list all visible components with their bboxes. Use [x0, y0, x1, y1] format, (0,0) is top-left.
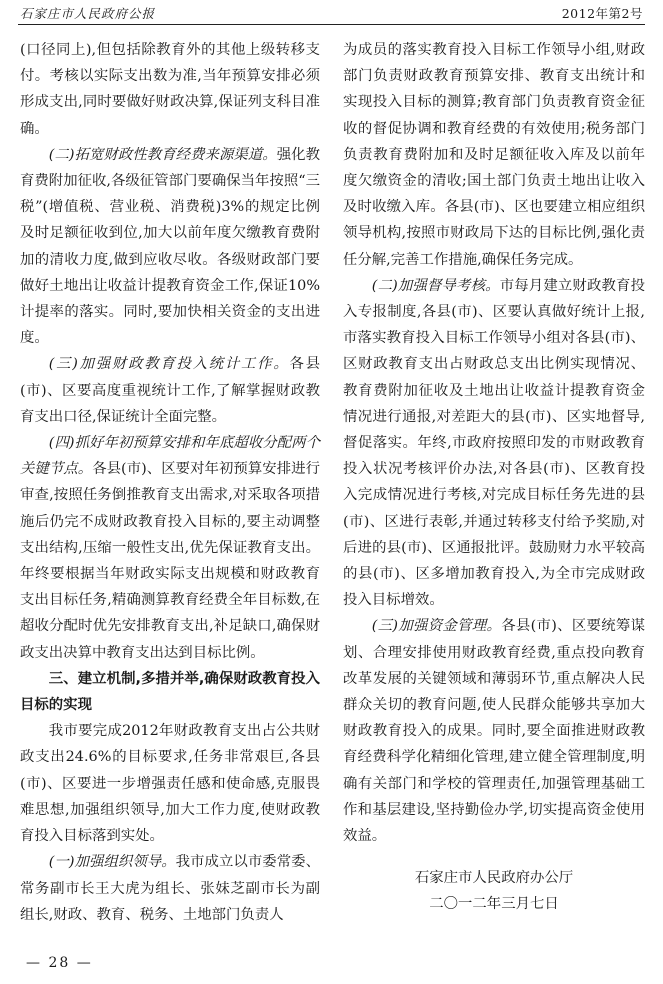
paragraph-text: 我市成立以市委常委、常务副市长王大虎为组长、张妹芝副市长为副组长,财政、教育、税务、土地部门负责人 [20, 854, 320, 923]
paragraph-text: 各县(市)、区要统筹谋划、合理安排使用财政教育经费,重点投向教育改革发展的关键领域和薄弱环节,重点解决人民群众关切的教育问题,使人民群众能够共享加大财政教育投入的成果。同时,要全面推进财政教育经费科学化精细化管理,建立健全管理制度,明确有关部门和学校的管理责任,加强管理基础工作和基层建设,坚持勤俭办学,切实提高资金使用效益。 [343, 618, 645, 845]
paragraph [343, 273, 645, 614]
journal-title: 石家庄市人民政府公报 [20, 6, 156, 21]
right-column [343, 37, 645, 917]
paragraph [20, 718, 320, 849]
subsection-lead: (一)加强组织领导。 [48, 854, 176, 871]
paragraph [20, 430, 320, 666]
paragraph [20, 37, 320, 142]
paragraph [20, 849, 320, 928]
section-heading: 三、建立机制,多措并举,确保财政教育投入目标的实现 [20, 670, 320, 714]
subsection-lead: (三)加强资金管理。 [371, 618, 502, 635]
right-column-body [343, 37, 645, 849]
left-column [20, 37, 320, 928]
page-header [18, 4, 645, 25]
paragraph-text: 为成员的落实教育投入目标工作领导小组,财政部门负责财政教育预算安排、教育支出统计和实现投入目标的测算;教育部门负责教育资金征收的督促协调和教育经费的有效使用;税务部门负责教育费附加和及时足额征收入库及以前年度欠缴资金的清收;国土部门负责土地出让收入及时收缴入库。各县(市)、区也要建立相应组织领导机构,按照市财政局下达的目标比例,强化责任分解,完善工作措施,确保任务完成。 [343, 42, 645, 268]
subsection-lead: (二)拓宽财政性教育经费来源渠道。 [48, 146, 277, 163]
paragraph [20, 142, 320, 352]
issue-number: 2012年第2号 [561, 6, 643, 21]
signature-block [343, 865, 645, 917]
paragraph-text: 我市要完成2012年财政教育支出占公共财政支出24.6%的目标要求,任务非常艰巨,各县(市)、区要进一步增强责任感和使命感,克服畏难思想,加强组织领导,加大工作力度,使财政教育投入目标落到实处。 [20, 723, 320, 845]
paragraph-text: 强化教育费附加征收,各级征管部门要确保当年按照“三税”(增值税、营业税、消费税)3%的规定比例及时足额征收到位,加大以前年度欠缴教育费附加的清收力度,做到应收尽收。各级财政部门要做好土地出让收益计提教育资金工作,保证10%计提率的落实。同时,要加快相关资金的支出进度。 [20, 146, 320, 347]
subsection-lead: (四)抓好年初预算安排和年底超收分配两个关键节点。 [20, 435, 320, 478]
paragraph [343, 37, 645, 273]
subsection-lead: (二)加强督导考核。 [371, 277, 500, 294]
paragraph [343, 613, 645, 849]
signature-org: 石家庄市人民政府办公厅 [414, 870, 574, 887]
page-number: — 28 — [26, 955, 93, 971]
paragraph-text: 市每月建立财政教育投入专报制度,各县(市)、区要认真做好统计上报,市落实教育投入目标工作领导小组对各县(市)、区财政教育支出占财政总支出比例实现情况、教育费附加征收及土地出让收益计提教育资金情况进行通报,对差距大的县(市)、区实地督导,督促落实。年终,市政府按照印发的市财政教育投入状况考核评价办法,对各县(市)、区教育投入完成情况进行考核,对完成目标任务先进的县(市)、区进行表彰,并通过转移支付给予奖励,对后进的县(市)、区通报批评。鼓励财力水平较高的县(市)、区多增加教育投入,为全市完成财政投入目标增效。 [343, 277, 645, 609]
signature-date: 二〇一二年三月七日 [429, 896, 559, 913]
paragraph-text: 各县(市)、区要对年初预算安排进行审查,按照任务倒推教育支出需求,对采取各项措施后仍完不成财政教育投入目标的,要主动调整支出结构,压缩一般性支出,优先保证教育支出。年终要根据当年财政实际支出规模和财政教育支出目标任务,精确测算教育经费全年目标数,在超收分配时优先安排教育支出,补足缺口,确保财政支出决算中教育支出达到目标比例。 [20, 461, 320, 661]
paragraph-text: (口径同上),但包括除教育外的其他上级转移支付。考核以实际支出数为准,当年预算安排必须形成支出,同时要做好财政决算,保证列支科目准确。 [20, 42, 320, 137]
paragraph-text: 各县(市)、区要高度重视统计工作,了解掌握财政教育支出口径,保证统计全面完整。 [20, 356, 320, 425]
paragraph [20, 351, 320, 430]
subsection-lead: (三)加强财政教育投入统计工作。 [48, 356, 290, 373]
